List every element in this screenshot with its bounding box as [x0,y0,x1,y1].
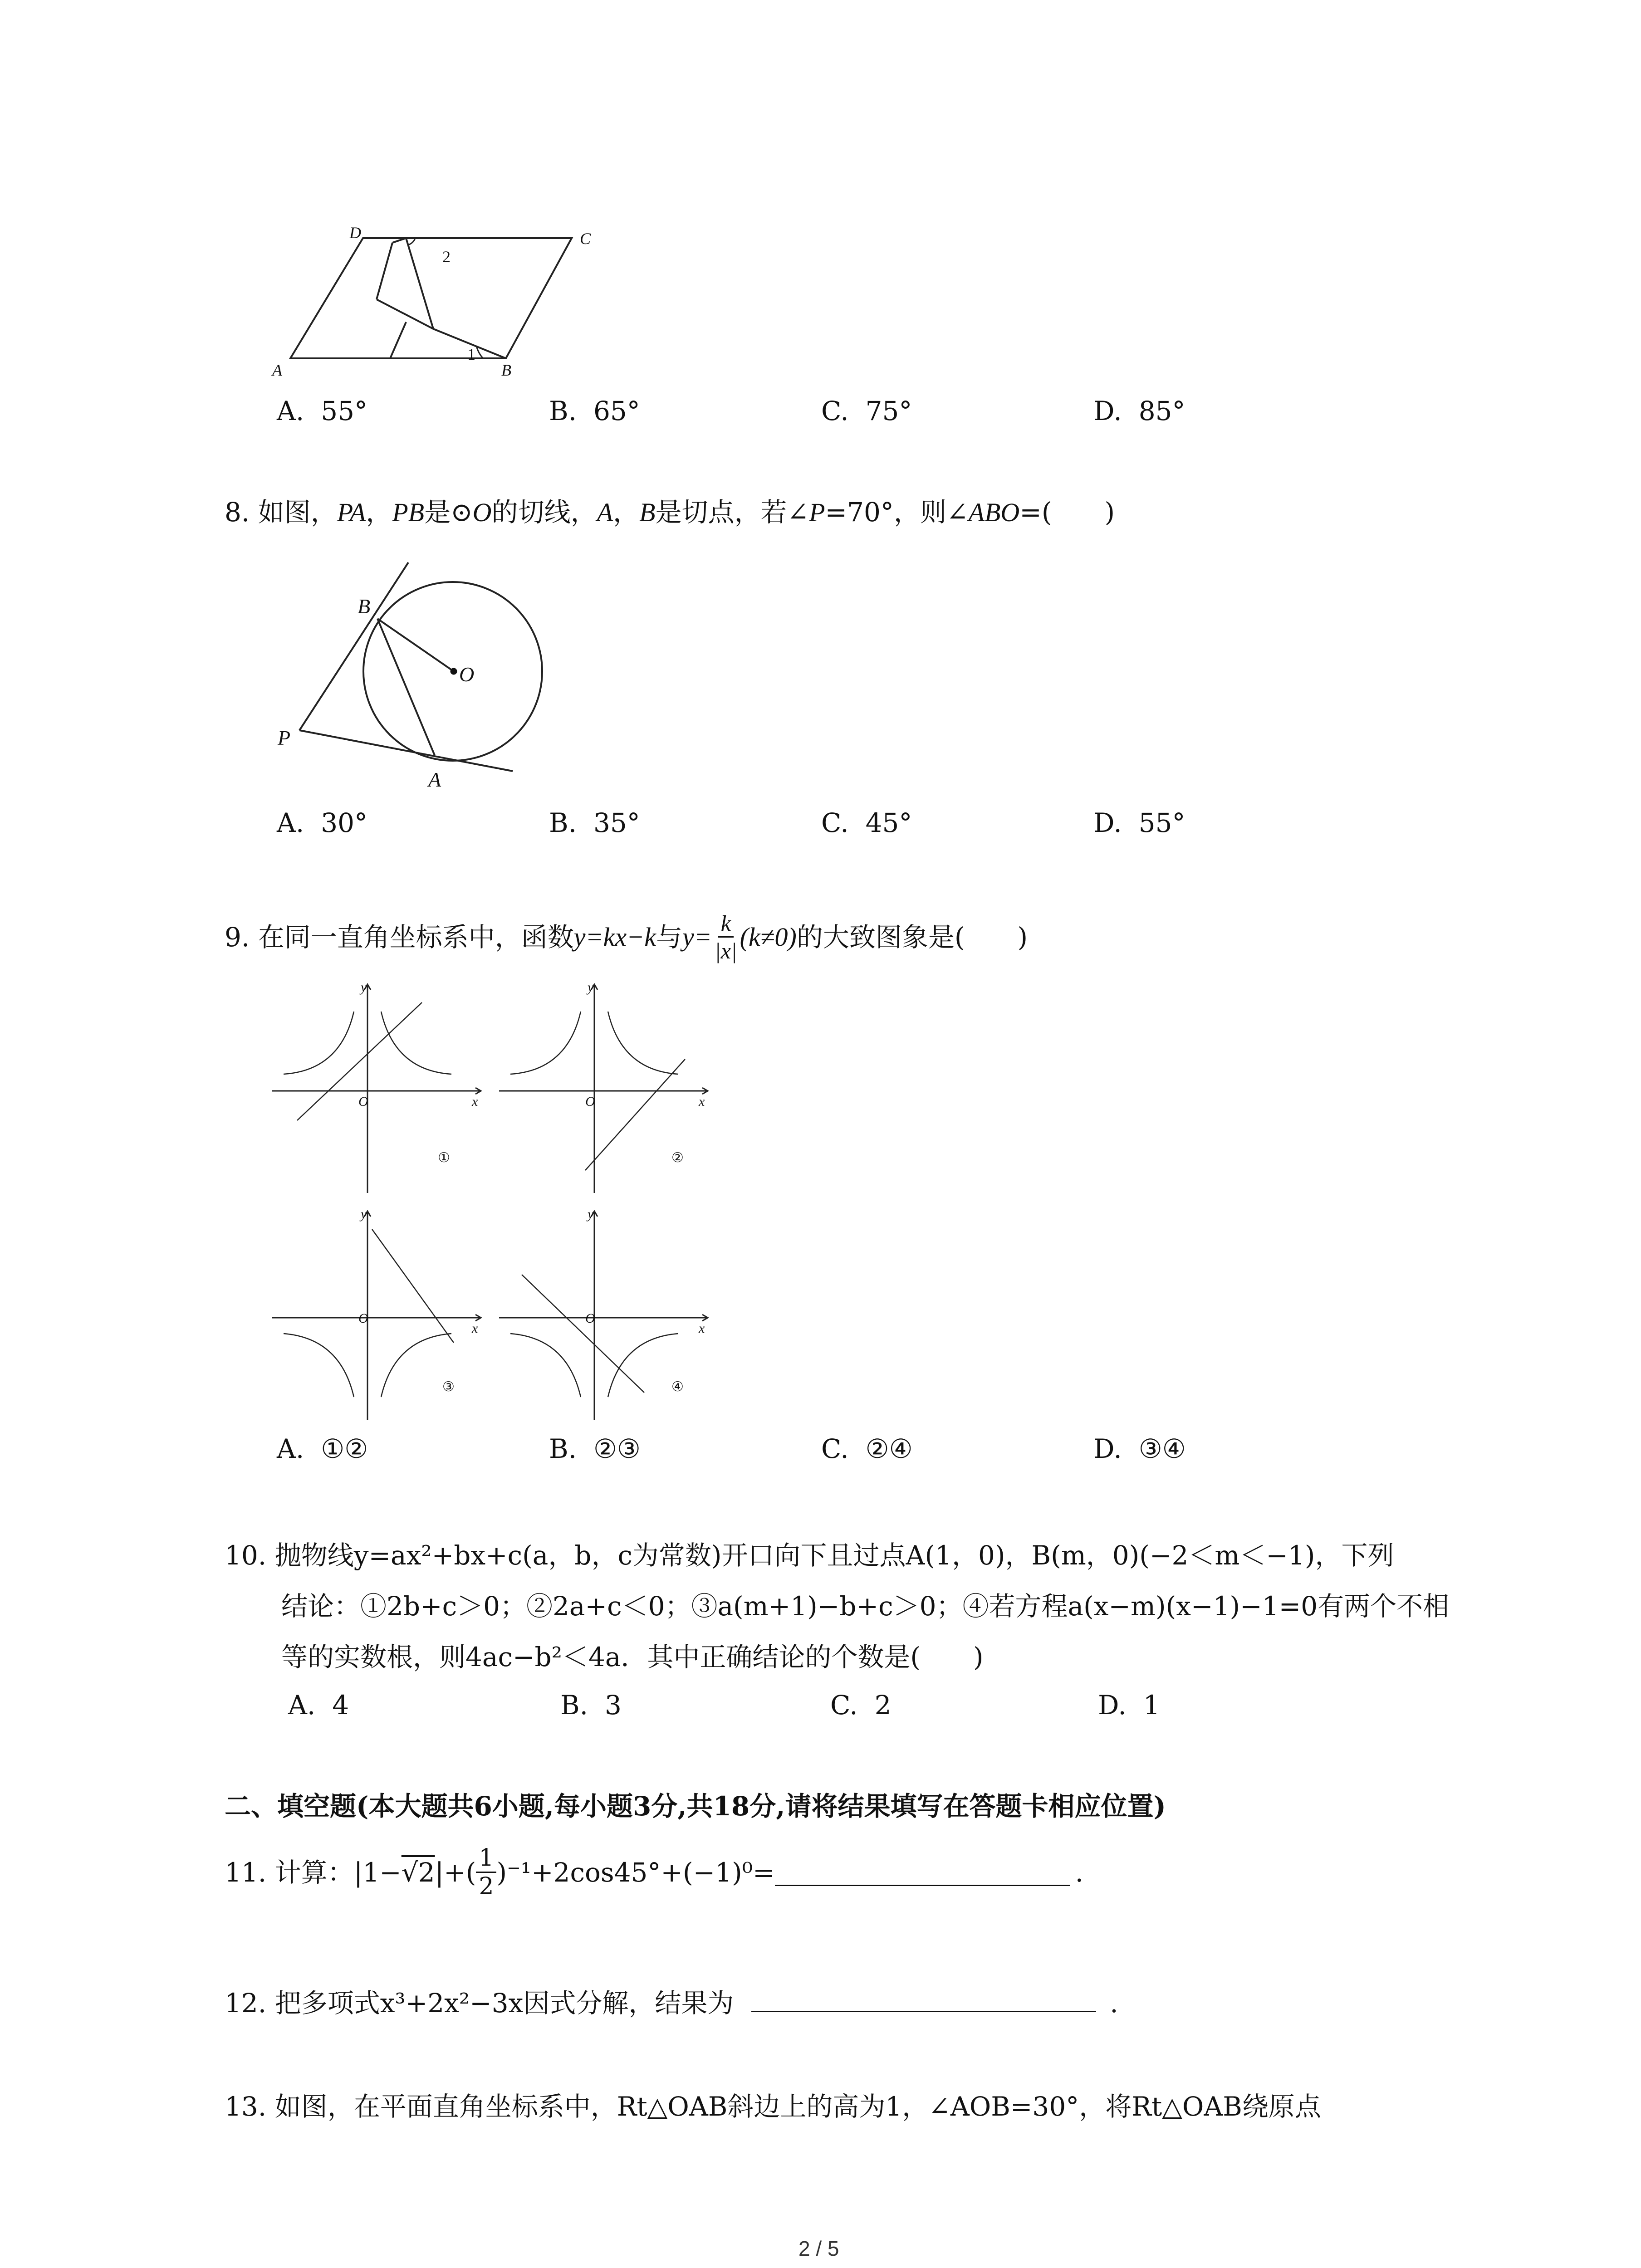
q9-g3-marker: ③ [442,1379,455,1395]
q8-option-b[interactable]: B. 35° [549,807,640,838]
q8-label-P: P [278,726,291,749]
q9-g3-origin: O [358,1311,368,1326]
q9-g4-x-label: x [699,1321,705,1336]
q13-question: 13. 如图，在平面直角坐标系中，Rt△OAB斜边上的高为1，∠AOB=30°，将Rt△OAB绕原点 [225,2091,1321,2122]
q7-label-angle1: 1 [467,345,475,363]
q8-label-B: B [358,595,371,618]
q9-g4-y-label: y [588,1207,594,1222]
q8-option-d[interactable]: D. 55° [1093,807,1185,838]
q9-g3-x-label: x [472,1321,478,1336]
q10-line-1: 10. 抛物线y=ax²+bx+c(a，b，c为常数)开口向下且过点A(1，0)，B(m，0)(−2＜m＜−1)，下列 [225,1540,1394,1571]
q9-graph-1 [268,980,490,1193]
q7-label-C: C [580,230,591,248]
q9-g1-x-label: x [472,1094,478,1109]
q8-label-A: A [428,768,441,791]
q7-label-angle2: 2 [442,248,451,266]
q7-label-D: D [349,224,361,242]
q9-g2-marker: ② [671,1150,684,1166]
q9-g3-y-label: y [361,1207,367,1222]
q10-line-2: 结论：①2b+c＞0；②2a+c＜0；③a(m+1)−b+c＞0；④若方程a(x−m)(x−1)−1=0有两个不相 [281,1591,1450,1622]
q11-answer-blank[interactable] [775,1858,1070,1886]
q10-option-a[interactable]: A. 4 [288,1690,349,1721]
q8-question: 8. 如图，PA，PB是⊙O的切线，A，B是切点，若∠P=70°，则∠ABO=( ) [225,497,1115,528]
q9-option-a[interactable]: A. ①② [277,1433,368,1464]
q8-option-c[interactable]: C. 45° [821,807,912,838]
q9-g1-origin: O [358,1094,368,1109]
q8-figure [254,540,544,794]
q8-option-a[interactable]: A. 30° [277,807,368,838]
q9-question: 9. 在同一直角坐标系中，函数 y=kx−k 与 y= $\frac{k}{|x|}$ (k≠0) 的大致图象是( ) [225,910,1028,963]
q7-figure [254,218,617,381]
q10-option-d[interactable]: D. 1 [1098,1690,1160,1721]
q8-label-O: O [459,663,475,686]
q10-option-c[interactable]: C. 2 [830,1690,892,1721]
q9-graph-3 [268,1207,490,1420]
q12-answer-blank[interactable] [751,1984,1096,2012]
q9-option-d[interactable]: D. ③④ [1093,1433,1186,1464]
q9-g1-marker: ① [438,1150,450,1166]
section-2-title: 二、填空题(本大题共6小题,每小题3分,共18分,请将结果填写在答题卡相应位置) [225,1791,1166,1822]
q9-option-c[interactable]: C. ②④ [821,1433,913,1464]
q7-option-d[interactable]: D. 85° [1093,396,1185,426]
q7-option-b[interactable]: B. 65° [549,396,640,426]
q9-g4-origin: O [585,1311,595,1326]
page-number: 2 / 5 [798,2237,839,2260]
q9-g2-origin: O [585,1094,595,1109]
q7-label-A: A [272,361,282,379]
q9-option-b[interactable]: B. ②③ [549,1433,641,1464]
q9-fraction: $\frac{k}{|x|}$ [714,910,737,963]
q7-option-a[interactable]: A. 55° [277,396,368,426]
q9-g2-y-label: y [588,980,594,995]
q12-question: 12. 把多项式x³+2x²−3x因式分解，结果为 . [225,1984,1118,2016]
q11-fraction: $\frac{1}{2}$ [476,1846,496,1898]
q9-g4-marker: ④ [671,1379,684,1395]
q10-line-3: 等的实数根，则4ac−b²＜4a．其中正确结论的个数是( ) [281,1642,984,1672]
q7-label-B: B [501,361,511,379]
q11-question: 11. 计算：|1− √2 |+( $\frac{1}{2}$ )⁻¹+2cos45°+(−1)⁰= . [225,1844,1084,1900]
q9-g1-y-label: y [361,980,367,995]
q7-option-c[interactable]: C. 75° [821,396,912,426]
q9-g2-x-label: x [699,1094,705,1109]
q10-option-b[interactable]: B. 3 [560,1690,622,1721]
